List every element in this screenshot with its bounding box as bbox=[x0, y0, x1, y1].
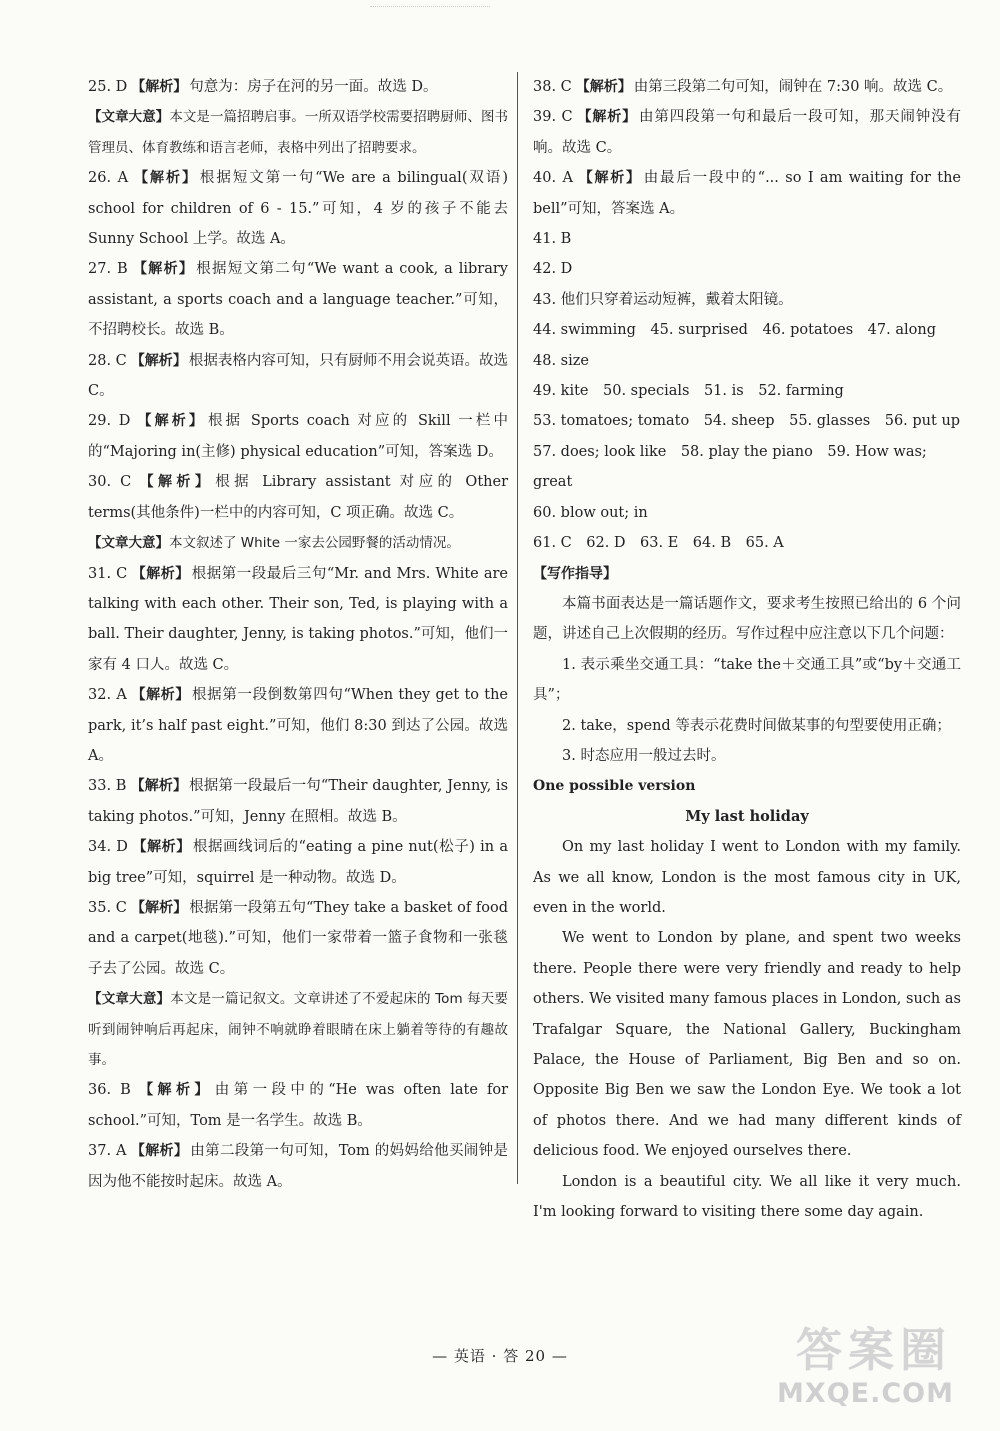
writing-guide bbox=[533, 559, 961, 772]
analysis-text: 由第三段第二句可知，闹钟在 7:30 响。故选 C。 bbox=[633, 79, 953, 95]
analysis-tag: 【解析】 bbox=[135, 474, 214, 491]
essay-title: My last holiday bbox=[685, 807, 809, 825]
answer-line: 61. C 62. D 63. E 64. B 65. A bbox=[533, 535, 784, 552]
writing-guide-title: 【写作指导】 bbox=[533, 565, 617, 582]
answer-number: 27. B bbox=[88, 261, 128, 278]
analysis-text: 由第二段第一句可知，Tom 的妈妈给他买闹钟是因为他不能按时起床。故选 A。 bbox=[88, 1143, 509, 1190]
analysis-tag: 【解析】 bbox=[132, 170, 198, 187]
answer-number: 36. B bbox=[88, 1082, 131, 1099]
analysis-text: 由第四段第一句和最后一段可知，那天闹钟没有响。故选 C。 bbox=[533, 109, 962, 156]
answer-item bbox=[88, 72, 508, 102]
watermark-logo-text: 答案圈 bbox=[796, 1323, 952, 1377]
column-divider bbox=[517, 72, 518, 1184]
right-column bbox=[533, 72, 961, 1227]
writing-guide-intro: 本篇书面表达是一篇话题作文，要求考生按照已给出的 6 个问题，讲述自己上次假期的经历。写作过程中应注意以下几个问题： bbox=[533, 595, 961, 643]
answer-item bbox=[88, 771, 508, 832]
answer-line: 49. kite 50. specials 51. is 52. farming bbox=[533, 383, 844, 400]
analysis-tag: 【解析】 bbox=[130, 352, 187, 369]
analysis-text: 根据表格内容可知，只有厨师不用会说英语。故选 C。 bbox=[88, 352, 509, 400]
analysis-text: 根据第一段第五句“They take a basket of food and a carpet(地毯).”可知，他们一家带着一篮子食物和一张毯子去了公园。故选 C。 bbox=[88, 899, 509, 977]
answer-number: 25. D bbox=[88, 79, 128, 95]
answer-item bbox=[88, 163, 508, 254]
answer-item bbox=[88, 346, 508, 407]
answer-item bbox=[88, 1136, 508, 1197]
left-column bbox=[88, 72, 508, 1197]
answer-number: 31. C bbox=[88, 565, 128, 582]
answer-number: 26. A bbox=[88, 170, 129, 187]
answer-number: 35. C bbox=[88, 899, 127, 916]
summary-text: 本文是一篇招聘启事。一所双语学校需要招聘厨师、图书管理员、体育教练和语言老师，表格中列出了招聘要求。 bbox=[88, 109, 509, 156]
summary-tag: 【文章大意】 bbox=[88, 535, 169, 552]
answer-line: 41. B bbox=[533, 231, 572, 248]
answer-item bbox=[88, 680, 508, 771]
answer-item bbox=[533, 102, 961, 163]
analysis-text: 由第一段中的“He was often late for school.”可知，Tom 是一名学生。故选 B。 bbox=[88, 1082, 508, 1129]
answer-number: 32. A bbox=[88, 687, 127, 704]
answer-item bbox=[88, 832, 508, 893]
analysis-tag: 【解析】 bbox=[576, 109, 638, 126]
analysis-text: 根据第一段倒数第四句“When they get to the park, it’s half past eight.”可知，他们 8:30 到达了公园。故选 A。 bbox=[88, 687, 509, 764]
writing-guide-point: 2. take，spend 等表示花费时间做某事的句型要使用正确； bbox=[562, 717, 951, 734]
article-summary bbox=[88, 528, 508, 558]
answer-line: 60. blow out; in bbox=[533, 504, 648, 521]
answer-line: 44. swimming 45. surprised 46. potatoes 47. along 48. size bbox=[533, 322, 951, 369]
answer-number: 39. C bbox=[533, 109, 573, 126]
analysis-tag: 【解析】 bbox=[130, 899, 188, 916]
answer-number: 33. B bbox=[88, 778, 127, 795]
analysis-text: 根据 Library assistant 对应的 Other terms(其他条件)一栏中的内容可知，C 项正确。故选 C。 bbox=[88, 474, 508, 521]
answer-number: 30. C bbox=[88, 474, 132, 491]
analysis-tag: 【解析】 bbox=[134, 413, 206, 430]
answer-number: 28. C bbox=[88, 352, 127, 369]
answer-item bbox=[88, 254, 508, 345]
summary-text: 本文是一篇记叙文。文章讲述了不爱起床的 Tom 每天要听到闹钟响后再起床，闹钟不响就睁着眼睛在床上躺着等待的有趣故事。 bbox=[88, 991, 509, 1068]
top-scan-mark bbox=[370, 6, 490, 15]
article-summary bbox=[88, 984, 508, 1075]
analysis-text: 由最后一段中的“... so I am waiting for the bell”可知，答案选 A。 bbox=[533, 170, 962, 217]
analysis-tag: 【解析】 bbox=[131, 839, 191, 856]
answer-line: 42. D bbox=[533, 261, 573, 278]
analysis-tag: 【解析】 bbox=[134, 1082, 213, 1099]
analysis-text: 根据短文第一句“We are a bilingual(双语) school for children of 6 - 15.”可知，4 岁的孩子不能去 Sunny School 上学。故选 A。 bbox=[88, 170, 509, 248]
answer-line: 57. does; look like 58. play the piano 59. How was; great bbox=[533, 443, 927, 491]
analysis-text: 句意为：房子在河的另一面。故选 D。 bbox=[189, 79, 438, 95]
analysis-tag: 【解析】 bbox=[131, 79, 188, 95]
analysis-tag: 【解析】 bbox=[130, 1143, 189, 1160]
analysis-text: 根据短文第二句“We want a cook, a library assistant, a sports coach and a language teacher.”可知，不招聘校长。故选 B。 bbox=[88, 261, 508, 339]
analysis-text: 根据第一段最后一句“Their daughter, Jenny, is taking photos.”可知，Jenny 在照相。故选 B。 bbox=[88, 778, 509, 825]
writing-guide-point: 3. 时态应用一般过去时。 bbox=[562, 747, 726, 764]
summary-text: 本文叙述了 White 一家去公园野餐的活动情况。 bbox=[169, 535, 460, 552]
article-summary bbox=[88, 102, 508, 163]
watermark-url: MXQE.COM bbox=[777, 1378, 954, 1409]
answer-number: 38. C bbox=[533, 79, 572, 95]
watermark-logo bbox=[712, 1314, 962, 1409]
analysis-tag: 【解析】 bbox=[131, 565, 190, 582]
essay-paragraph: We went to London by plane, and spent two weeks there. People there were very friendly and ready to help others. We visited many famous places in London, such as Trafalgar Square, the National Gallery, Buckingham Palace, the House of Parliament, Big Ben and so on. Opposite Big Ben we saw the London Eye. We took a lot of photos there. And we had many different kinds of delicious food. We enjoyed ourselves there. bbox=[533, 930, 961, 1160]
sample-essay bbox=[533, 771, 961, 1227]
answer-item bbox=[88, 893, 508, 984]
analysis-text: 根据第一段最后三句“Mr. and Mrs. White are talking with each other. Their son, Ted, is playing with a ball. Their daughter, Jenny, is taking photos.”可知，他们一家有 4 口人。故选 C。 bbox=[88, 565, 509, 673]
answer-line: 43. 他们只穿着运动短裤，戴着太阳镜。 bbox=[533, 291, 793, 308]
answer-number: 37. A bbox=[88, 1143, 127, 1160]
answer-line: 53. tomatoes; tomato 54. sheep 55. glasses 56. put up bbox=[533, 413, 961, 430]
answer-item bbox=[88, 559, 508, 681]
answer-item bbox=[88, 406, 508, 467]
analysis-tag: 【解析】 bbox=[130, 778, 188, 795]
analysis-tag: 【解析】 bbox=[131, 261, 195, 278]
answer-number: 34. D bbox=[88, 839, 128, 856]
analysis-text: 根据 Sports coach 对应的 Skill 一栏中的“Majoring in(主修) physical education”可知，答案选 D。 bbox=[88, 413, 509, 460]
answer-item bbox=[88, 467, 508, 528]
sample-version-label: One possible version bbox=[533, 778, 696, 795]
analysis-tag: 【解析】 bbox=[575, 79, 632, 95]
answer-number: 40. A bbox=[533, 170, 573, 187]
essay-paragraph: On my last holiday I went to London with my family. As we all know, London is the most famous city in UK, even in the world. bbox=[533, 839, 961, 916]
page-footer: — 英语 · 答 20 — bbox=[432, 1347, 568, 1365]
answer-number: 29. D bbox=[88, 413, 131, 430]
answer-item bbox=[533, 163, 961, 224]
analysis-text: 根据画线词后的“eating a pine nut(松子) in a big tree”可知，squirrel 是一种动物。故选 D。 bbox=[88, 839, 508, 886]
answer-item bbox=[88, 1075, 508, 1136]
answer-item bbox=[533, 72, 961, 102]
summary-tag: 【文章大意】 bbox=[88, 109, 170, 126]
analysis-tag: 【解析】 bbox=[130, 687, 191, 704]
right-answer-list bbox=[533, 72, 961, 559]
writing-guide-point: 1. 表示乘坐交通工具：“take the＋交通工具”或“by＋交通工具”； bbox=[533, 656, 961, 704]
essay-paragraph: London is a beautiful city. We all like it very much. I'm looking forward to visiting there some day again. bbox=[533, 1173, 961, 1221]
summary-tag: 【文章大意】 bbox=[88, 991, 171, 1008]
analysis-tag: 【解析】 bbox=[576, 170, 642, 187]
